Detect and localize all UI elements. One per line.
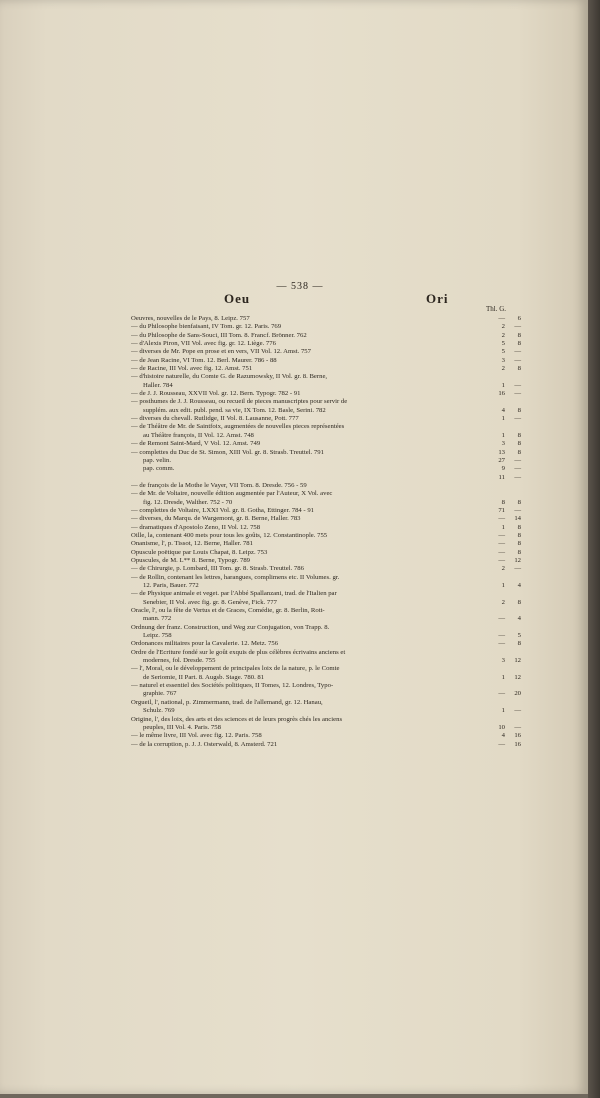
entry-text: — de Théâtre de Mr. de Saintfoix, augmentées de nouvelles pieces représentées bbox=[131, 423, 345, 431]
price-groschen: — bbox=[514, 390, 521, 398]
price-groschen: — bbox=[514, 415, 521, 423]
entry-text: — d'histoire naturelle, du Comte G. de Razumowsky, II Vol. gr. 8. Berne, bbox=[131, 373, 328, 381]
catalogue-entry bbox=[131, 440, 521, 448]
price-groschen: 4 bbox=[517, 615, 521, 623]
entry-price bbox=[495, 632, 521, 640]
entry-text: — complettes du Duc de St. Simon, XIII Vol. gr. 8. Strasb. Treuttel. 791 bbox=[131, 448, 324, 456]
price-groschen: 6 bbox=[517, 315, 521, 322]
entry-price bbox=[495, 640, 521, 648]
catalogue-entry bbox=[131, 590, 521, 598]
entry-text: — le même livre, III Vol. avec fig. 12. Paris. 758 bbox=[131, 732, 262, 740]
catalogue-entry bbox=[131, 365, 521, 373]
price-thaler: 3 bbox=[501, 657, 505, 665]
price-groschen: — bbox=[514, 356, 521, 364]
entry-text: Oille, la, contenant 400 mets pour tous les goûts, 12. Constantinople. 755 bbox=[131, 531, 328, 539]
entry-price bbox=[495, 474, 521, 482]
price-groschen: 12 bbox=[514, 673, 521, 681]
price-thaler: 3 bbox=[501, 440, 505, 448]
catalogue-entry bbox=[131, 707, 521, 715]
catalogue-entry bbox=[131, 323, 521, 331]
entry-text: peuples, III Vol. 4. Paris. 758 bbox=[143, 723, 221, 731]
price-groschen: 16 bbox=[514, 732, 521, 740]
price-groschen: 8 bbox=[517, 598, 521, 606]
catalogue-entry bbox=[131, 390, 521, 398]
entry-price bbox=[495, 499, 521, 507]
price-thaler: — bbox=[498, 640, 505, 648]
entry-text: — de Chirurgie, p. Lombard, III Tom. gr. 8. Strasb. Treuttel. 786 bbox=[131, 565, 304, 573]
entry-text: — diverses de Mr. Pope en prose et en vers, VII Vol. 12. Amst. 757 bbox=[131, 348, 311, 356]
catalogue-entry bbox=[131, 332, 521, 340]
catalogue-entry bbox=[131, 415, 521, 423]
price-thaler: — bbox=[498, 548, 505, 556]
header-right: Ori bbox=[426, 291, 449, 306]
price-thaler: 10 bbox=[498, 723, 505, 731]
price-groschen: 8 bbox=[517, 640, 521, 648]
entry-price bbox=[495, 674, 521, 682]
entry-price bbox=[495, 357, 521, 365]
entry-price bbox=[495, 615, 521, 623]
entry-price bbox=[495, 599, 521, 607]
price-thaler: 2 bbox=[501, 365, 505, 373]
entry-price bbox=[495, 348, 521, 356]
entry-text: pap. comm. bbox=[143, 465, 175, 473]
catalogue-entry bbox=[131, 490, 521, 498]
entry-text: 12. Paris, Bauer. 772 bbox=[143, 582, 199, 589]
entry-text: Opuscules, de M. L** 8. Berne, Typogr. 789 bbox=[131, 556, 251, 564]
catalogue-entry bbox=[131, 674, 521, 682]
entry-price bbox=[495, 732, 521, 740]
entry-price bbox=[495, 724, 521, 732]
entry-price bbox=[495, 741, 521, 749]
entry-price bbox=[495, 707, 521, 715]
price-groschen: — bbox=[514, 565, 521, 573]
currency-header: Thl. G. bbox=[486, 305, 507, 313]
entry-price bbox=[495, 540, 521, 548]
entry-text: Senebier, II Vol. avec fig. gr. 8. Genève, Fick. 777 bbox=[143, 598, 277, 606]
entry-text: Ordnung der franz. Construction, und Weg zur Conjugation, von Trapp. 8. bbox=[131, 623, 330, 631]
price-thaler: — bbox=[498, 556, 505, 564]
entry-text: Onanisme, l', p. Tissot, 12. Berne, Haller. 781 bbox=[131, 540, 253, 548]
catalogue-entry bbox=[131, 515, 521, 523]
header-left: Oeu bbox=[224, 291, 251, 306]
entry-text: Schulz. 769 bbox=[143, 707, 175, 715]
catalogue-entry bbox=[131, 407, 521, 415]
entry-text: — de Racine, III Vol. avec fig. 12. Amst. 751 bbox=[131, 365, 253, 373]
entry-price bbox=[495, 382, 521, 390]
catalogue-entry bbox=[131, 482, 521, 490]
price-groschen: 8 bbox=[517, 406, 521, 414]
price-thaler: 4 bbox=[501, 732, 505, 740]
catalogue-entry bbox=[131, 373, 521, 381]
entry-text: — d'Alexis Piron, VII Vol. avec fig. gr. 12. Liège. 776 bbox=[131, 340, 276, 348]
catalogue-entry bbox=[131, 582, 521, 590]
entry-text: — de Jean Racine, VI Tom. 12. Berl. Maurer. 786 - 88 bbox=[131, 356, 277, 364]
entry-price bbox=[495, 407, 521, 415]
entry-text: — dramatiques d'Apostolo Zeno, II Vol. 12. 758 bbox=[131, 523, 261, 531]
price-thaler: 1 bbox=[501, 582, 505, 589]
price-groschen: 12 bbox=[514, 556, 521, 564]
entry-price bbox=[495, 415, 521, 423]
catalogue-entry bbox=[131, 398, 521, 406]
entry-text: — l', Moral, ou le développement de principales loix de la nature, p. le Comte bbox=[131, 665, 340, 673]
price-groschen: 20 bbox=[514, 690, 521, 698]
entry-text: — diverses, du Marqu. de Wargemont, gr. 8. Berne, Haller. 783 bbox=[131, 515, 301, 523]
entry-text: — du Philosophe bienfaisant, IV Tom. gr. 12. Paris. 769 bbox=[131, 323, 282, 331]
catalogue-entry bbox=[131, 632, 521, 640]
entry-text: — de Physique animale et veget. par l'Abbé Spallanzani, trad. de l'Italien par bbox=[131, 590, 337, 598]
entry-text: — de la corruption, p. J. J. Osterwald, 8. Amsterd. 721 bbox=[131, 740, 278, 748]
catalogue-entry bbox=[131, 649, 521, 657]
entry-text: de Seriomie, II Part. 8. Augsb. Stage. 780. 81 bbox=[143, 673, 265, 681]
catalogue-entry bbox=[131, 565, 521, 573]
entry-text: — naturel et essentiel des Sociétés politiques, II Tomes, 12. Londres, Typo- bbox=[131, 682, 334, 690]
price-thaler: 2 bbox=[501, 323, 505, 331]
price-thaler: 5 bbox=[501, 348, 505, 356]
catalogue-entry bbox=[131, 665, 521, 673]
entry-price bbox=[495, 557, 521, 565]
entry-text: — de Remont Saint-Mard, V Vol. 12. Amst. 749 bbox=[131, 440, 261, 448]
catalogue-entry bbox=[131, 607, 521, 615]
entry-text: — de françois de la Mothe le Vayer, VII Tom. 8. Dresde. 756 - 59 bbox=[131, 481, 307, 489]
catalogue-entries bbox=[131, 315, 521, 749]
price-thaler: 1 bbox=[501, 431, 505, 439]
entry-price bbox=[495, 565, 521, 573]
catalogue-entry bbox=[131, 699, 521, 707]
entry-text: Ordonances militaires pour la Cavalerie. 12. Metz. 756 bbox=[131, 640, 279, 648]
price-groschen: 8 bbox=[517, 531, 521, 539]
entry-price bbox=[495, 532, 521, 540]
entry-text: Haller. 784 bbox=[143, 381, 173, 389]
price-groschen: — bbox=[514, 456, 521, 464]
catalogue-entry bbox=[131, 557, 521, 565]
entry-text: fig. 12. Dresde, Walther. 752 - 70 bbox=[143, 498, 233, 506]
price-groschen: — bbox=[514, 381, 521, 389]
entry-text: — complettes de Voltaire, LXXI Vol. gr. 8. Gotha, Ettinger. 784 - 91 bbox=[131, 506, 315, 514]
price-thaler: 5 bbox=[501, 340, 505, 348]
price-groschen: 16 bbox=[514, 740, 521, 748]
entry-text: — diverses du chevall. Rutlidge, II Vol. 8. Lausanne, Pott. 777 bbox=[131, 415, 299, 423]
price-groschen: — bbox=[514, 348, 521, 356]
entry-text: au Théâtre françois, II Vol. 12. Amst. 748 bbox=[143, 431, 254, 439]
price-thaler: — bbox=[498, 632, 505, 640]
catalogue-entry bbox=[131, 682, 521, 690]
price-groschen: 8 bbox=[517, 540, 521, 548]
entry-text: modernes, fol. Dresde. 755 bbox=[143, 657, 216, 665]
price-thaler: — bbox=[498, 740, 505, 748]
price-thaler: 13 bbox=[498, 448, 505, 456]
price-groschen: — bbox=[514, 465, 521, 473]
entry-price bbox=[495, 432, 521, 440]
entry-text: — posthumes de J. J. Rousseau, ou recueil de pieces manuscriptes pour servir de bbox=[131, 398, 348, 406]
entry-text: Oeuvres, nouvelles de le Pays, 8. Leipz. 757 bbox=[131, 315, 250, 322]
catalogue-entry bbox=[131, 690, 521, 698]
catalogue-entry bbox=[131, 524, 521, 532]
price-groschen: 8 bbox=[517, 365, 521, 373]
entry-price bbox=[495, 515, 521, 523]
catalogue-entry bbox=[131, 540, 521, 548]
entry-text: — de Rollin, contenant les lettres, harangues, complimens etc. II Volumes. gr. bbox=[131, 573, 340, 581]
entry-price bbox=[495, 465, 521, 473]
catalogue-entry bbox=[131, 474, 521, 482]
catalogue-entry bbox=[131, 507, 521, 515]
price-groschen: 4 bbox=[517, 582, 521, 589]
price-groschen: — bbox=[514, 707, 521, 715]
catalogue-entry bbox=[131, 716, 521, 724]
price-thaler: — bbox=[498, 540, 505, 548]
price-thaler: 2 bbox=[501, 598, 505, 606]
catalogue-entry bbox=[131, 423, 521, 431]
entry-price bbox=[495, 549, 521, 557]
price-groschen: 12 bbox=[514, 657, 521, 665]
price-thaler: — bbox=[498, 615, 505, 623]
catalogue-entry bbox=[131, 574, 521, 582]
price-thaler: 9 bbox=[501, 465, 505, 473]
price-groschen: 5 bbox=[517, 632, 521, 640]
entry-text: supplém. aux edit. publ. pend. sa vie, IX Tom. 12. Basle, Serini. 782 bbox=[143, 406, 326, 414]
catalogue-entry bbox=[131, 315, 521, 323]
entry-text: Origine, l', des loix, des arts et des sciences et de leurs progrès chés les anciens bbox=[131, 715, 343, 723]
price-thaler: 1 bbox=[501, 673, 505, 681]
entry-text: Opuscule poëtique par Louis Chapat, 8. Leipz. 753 bbox=[131, 548, 268, 556]
price-groschen: 8 bbox=[517, 498, 521, 506]
price-groschen: — bbox=[514, 723, 521, 731]
catalogue-entry bbox=[131, 432, 521, 440]
entry-price bbox=[495, 332, 521, 340]
catalogue-entry bbox=[131, 457, 521, 465]
entry-text: — du Philosophe de Sans-Souci, III Tom. 8. Francf. Brönner. 762 bbox=[131, 331, 307, 339]
price-thaler: — bbox=[498, 315, 505, 322]
entry-text: Orgueil, l', national, p. Zimmermann, trad. de l'allemand, gr. 12. Hanau, bbox=[131, 698, 323, 706]
catalogue-entry bbox=[131, 615, 521, 623]
price-thaler: 3 bbox=[501, 356, 505, 364]
entry-text: — de J. J. Rousseau, XXVII Vol. gr. 12. Bern. Typogr. 782 - 91 bbox=[131, 390, 301, 398]
catalogue-entry bbox=[131, 532, 521, 540]
price-groschen: 8 bbox=[517, 431, 521, 439]
entry-price bbox=[495, 690, 521, 698]
price-thaler: 8 bbox=[501, 498, 505, 506]
entry-text: Leipz. 758 bbox=[143, 632, 172, 640]
page-number: — 538 — bbox=[276, 281, 324, 292]
entry-price bbox=[495, 440, 521, 448]
price-groschen: 8 bbox=[517, 340, 521, 348]
catalogue-entry bbox=[131, 465, 521, 473]
catalogue-entry bbox=[131, 549, 521, 557]
price-thaler: 16 bbox=[498, 390, 505, 398]
catalogue-entry bbox=[131, 624, 521, 632]
catalogue-entry bbox=[131, 348, 521, 356]
price-thaler: 71 bbox=[498, 506, 505, 514]
catalogue-entry bbox=[131, 382, 521, 390]
entry-price bbox=[495, 365, 521, 373]
catalogue-entry bbox=[131, 724, 521, 732]
entry-text: — de Mr. de Voltaire, nouvelle édition augmentée par l'Auteur, X Vol. avec bbox=[131, 490, 333, 498]
price-groschen: 8 bbox=[517, 448, 521, 456]
price-thaler: 2 bbox=[501, 565, 505, 573]
price-thaler: 1 bbox=[501, 707, 505, 715]
price-groschen: 8 bbox=[517, 523, 521, 531]
price-thaler: 27 bbox=[498, 456, 505, 464]
entry-price bbox=[495, 507, 521, 515]
price-groschen: — bbox=[514, 506, 521, 514]
price-groschen: 8 bbox=[517, 548, 521, 556]
price-thaler: 11 bbox=[498, 473, 505, 481]
entry-price bbox=[495, 390, 521, 398]
entry-text: graphie. 767 bbox=[143, 690, 177, 698]
entry-text: Oracle, l', ou la fête de Vertus et de Graces, Comédie, gr. 8. Berlin, Rott- bbox=[131, 607, 325, 615]
catalogue-entry bbox=[131, 340, 521, 348]
price-thaler: 1 bbox=[501, 381, 505, 389]
entry-price bbox=[495, 524, 521, 532]
price-groschen: 14 bbox=[514, 515, 521, 523]
price-groschen: 8 bbox=[517, 331, 521, 339]
book-edge bbox=[588, 0, 600, 1098]
entry-text: mann. 772 bbox=[143, 615, 172, 623]
price-groschen: — bbox=[514, 473, 521, 481]
entry-price bbox=[495, 657, 521, 665]
price-thaler: — bbox=[498, 515, 505, 523]
entry-price bbox=[495, 449, 521, 457]
price-thaler: 2 bbox=[501, 331, 505, 339]
price-thaler: 1 bbox=[501, 415, 505, 423]
entry-price bbox=[495, 323, 521, 331]
catalogue-entry bbox=[131, 599, 521, 607]
entry-text: pap. velin. bbox=[143, 456, 172, 464]
catalogue-entry bbox=[131, 499, 521, 507]
price-thaler: — bbox=[498, 531, 505, 539]
price-groschen: — bbox=[514, 323, 521, 331]
price-thaler: 1 bbox=[501, 523, 505, 531]
entry-price bbox=[495, 457, 521, 465]
price-groschen: 8 bbox=[517, 440, 521, 448]
catalogue-entry bbox=[131, 732, 521, 740]
price-thaler: 4 bbox=[501, 406, 505, 414]
price-thaler: — bbox=[498, 690, 505, 698]
catalogue-entry bbox=[131, 640, 521, 648]
catalogue-entry bbox=[131, 449, 521, 457]
catalogue-entry bbox=[131, 741, 521, 749]
catalogue-entry bbox=[131, 357, 521, 365]
catalogue-entry bbox=[131, 657, 521, 665]
entry-text: Ordre de l'Ecriture fondé sur le goût exquis de plus célèbres écrivains anciens et bbox=[131, 648, 346, 656]
entry-price bbox=[495, 582, 521, 590]
entry-price bbox=[495, 315, 521, 323]
entry-price bbox=[495, 340, 521, 348]
